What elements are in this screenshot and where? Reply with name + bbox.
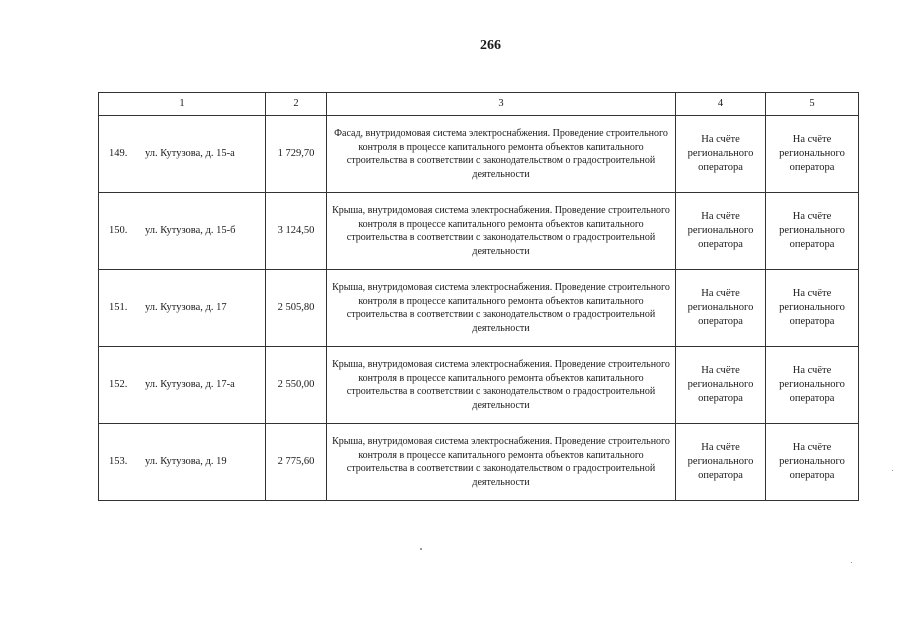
funding-cell: На счёте регионального оператора xyxy=(676,347,766,424)
area-cell: 2 550,00 xyxy=(266,347,327,424)
funding-cell: На счёте регионального оператора xyxy=(676,116,766,193)
row-number: 152. xyxy=(109,379,128,390)
header-cell: 3 xyxy=(327,93,676,116)
address-cell xyxy=(99,116,266,193)
row-number: 151. xyxy=(109,302,128,313)
row-address: ул. Кутузова, д. 15-а xyxy=(145,148,235,159)
row-address: ул. Кутузова, д. 17 xyxy=(145,302,227,313)
table-header-row xyxy=(99,93,859,116)
table-row xyxy=(99,347,859,424)
funding-cell: На счёте регионального оператора xyxy=(766,424,859,501)
table-row xyxy=(99,116,859,193)
scan-speck xyxy=(892,470,893,471)
funding-cell: На счёте регионального оператора xyxy=(766,116,859,193)
funding-cell: На счёте регионального оператора xyxy=(676,193,766,270)
area-cell: 2 505,80 xyxy=(266,270,327,347)
row-address: ул. Кутузова, д. 17-а xyxy=(145,379,235,390)
scan-speck xyxy=(851,562,852,563)
funding-cell: На счёте регионального оператора xyxy=(676,424,766,501)
address-cell xyxy=(99,193,266,270)
address-cell xyxy=(99,424,266,501)
row-number: 149. xyxy=(109,148,128,159)
work-description-cell: Фасад, внутридомовая система электроснабжения. Проведение строительного контроля в процессе капитального ремонта объектов капитального строительства в соответствии с законодательством о градостроительной деятельности xyxy=(327,116,676,193)
table-row xyxy=(99,424,859,501)
header-cell: 2 xyxy=(266,93,327,116)
area-cell: 3 124,50 xyxy=(266,193,327,270)
area-cell: 2 775,60 xyxy=(266,424,327,501)
funding-cell: На счёте регионального оператора xyxy=(766,270,859,347)
row-number: 153. xyxy=(109,456,128,467)
table-row xyxy=(99,193,859,270)
table-row xyxy=(99,270,859,347)
funding-cell: На счёте регионального оператора xyxy=(766,347,859,424)
address-cell xyxy=(99,270,266,347)
funding-cell: На счёте регионального оператора xyxy=(766,193,859,270)
page-number: 266 xyxy=(480,38,501,53)
funding-cell: На счёте регионального оператора xyxy=(676,270,766,347)
work-description-cell: Крыша, внутридомовая система электроснабжения. Проведение строительного контроля в процессе капитального ремонта объектов капитального строительства в соответствии с законодательством о градостроительной деятельности xyxy=(327,424,676,501)
row-address: ул. Кутузова, д. 15-б xyxy=(145,225,236,236)
scan-speck xyxy=(420,548,422,550)
area-cell: 1 729,70 xyxy=(266,116,327,193)
repair-schedule-table xyxy=(98,92,859,501)
work-description-cell: Крыша, внутридомовая система электроснабжения. Проведение строительного контроля в процессе капитального ремонта объектов капитального строительства в соответствии с законодательством о градостроительной деятельности xyxy=(327,347,676,424)
row-address: ул. Кутузова, д. 19 xyxy=(145,456,227,467)
header-cell: 1 xyxy=(99,93,266,116)
work-description-cell: Крыша, внутридомовая система электроснабжения. Проведение строительного контроля в процессе капитального ремонта объектов капитального строительства в соответствии с законодательством о градостроительной деятельности xyxy=(327,193,676,270)
address-cell xyxy=(99,347,266,424)
header-cell: 4 xyxy=(676,93,766,116)
header-cell: 5 xyxy=(766,93,859,116)
work-description-cell: Крыша, внутридомовая система электроснабжения. Проведение строительного контроля в процессе капитального ремонта объектов капитального строительства в соответствии с законодательством о градостроительной деятельности xyxy=(327,270,676,347)
row-number: 150. xyxy=(109,225,128,236)
